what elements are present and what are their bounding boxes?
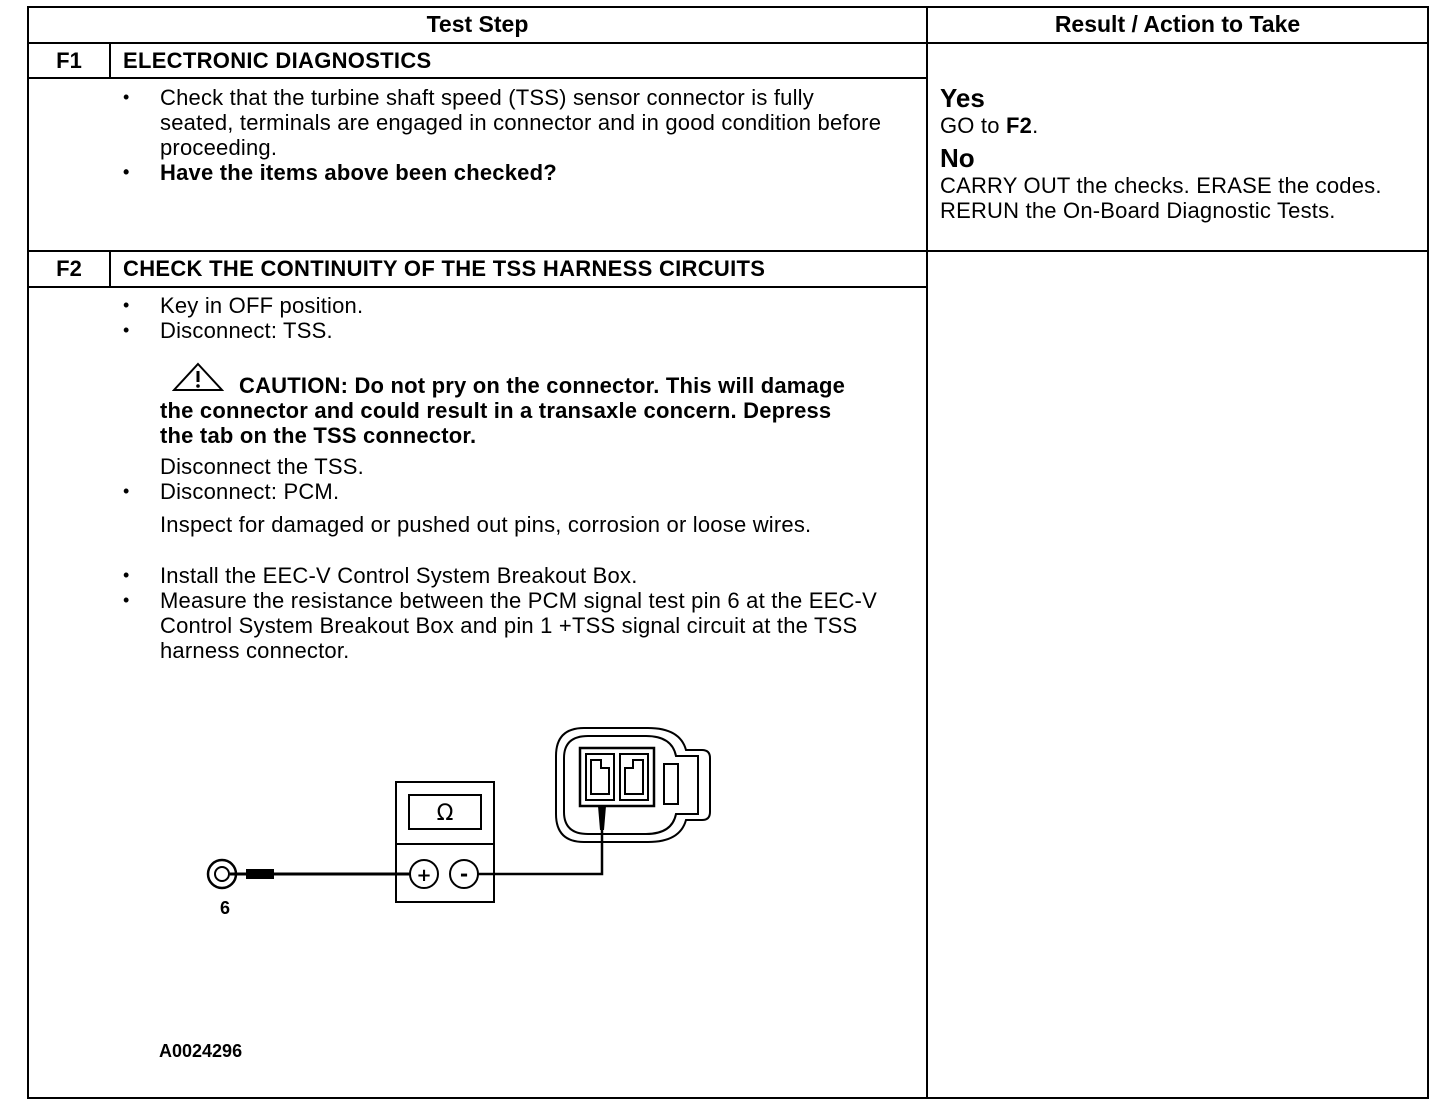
f2-disconnect-tss-note: Disconnect the TSS. xyxy=(160,454,364,479)
f1-id-divider xyxy=(109,42,111,79)
ohmmeter-connection-diagram xyxy=(190,720,750,950)
f2-bullet-disconnect-tss: • Disconnect: TSS. xyxy=(123,318,893,343)
step-divider xyxy=(27,250,1429,252)
step-title-f1: ELECTRONIC DIAGNOSTICS xyxy=(123,48,432,73)
step-id-f2: F2 xyxy=(56,256,82,281)
result-yes-target-link[interactable]: F2 xyxy=(1006,113,1033,138)
table-header-divider xyxy=(27,42,1429,44)
f2-id-divider xyxy=(109,250,111,288)
caution-text: CAUTION: Do not pry on the connector. This will damage the connector and could result in a transaxle concern. Depress the tab on the TSS connector. xyxy=(160,373,846,448)
table-bottom-border xyxy=(27,1097,1429,1099)
f2-bullet-disconnect-pcm: • Disconnect: PCM. xyxy=(123,479,893,504)
f2-title-divider xyxy=(27,286,928,288)
column-header-test-step: Test Step xyxy=(426,11,529,37)
step-title-f2: CHECK THE CONTINUITY OF THE TSS HARNESS CIRCUITS xyxy=(123,256,766,281)
f2-bullet-install-breakout-box: • Install the EEC-V Control System Breakout Box. xyxy=(123,563,893,588)
f1-instructions xyxy=(123,85,893,185)
f2-inspect-note: Inspect for damaged or pushed out pins, corrosion or loose wires. xyxy=(160,512,812,537)
step-id-f1: F1 xyxy=(56,48,82,73)
result-yes-prefix: GO to xyxy=(940,113,1006,138)
table-column-divider xyxy=(926,6,928,1099)
f2-bullet-measure-resistance: • Measure the resistance between the PCM signal test pin 6 at the EEC-V Control System Breakout Box and pin 1 +TSS signal circuit at the TSS harness connector. xyxy=(123,588,893,663)
result-no-label: No xyxy=(940,143,975,173)
f2-instructions-b xyxy=(123,479,893,504)
figure-id: A0024296 xyxy=(159,1041,243,1061)
f1-bullet-check-connector: • Check that the turbine shaft speed (TSS) sensor connector is fully seated, terminals are engaged in connector and in good condition before proceeding. xyxy=(123,85,893,160)
negative-terminal-label: - xyxy=(459,862,469,886)
f2-bullet-key-off: • Key in OFF position. xyxy=(123,293,893,318)
ohm-symbol: Ω xyxy=(436,801,454,826)
result-yes-label: Yes xyxy=(940,83,985,113)
result-no-action: CARRY OUT the checks. ERASE the codes. RERUN the On-Board Diagnostic Tests. xyxy=(940,173,1382,223)
table-left-border xyxy=(27,6,29,1099)
f1-title-divider xyxy=(27,77,928,79)
result-yes-action xyxy=(940,113,1415,138)
f2-instructions-a xyxy=(123,293,893,343)
f1-bullet-question: • Have the items above been checked? xyxy=(123,160,893,185)
result-yes-suffix: . xyxy=(1032,113,1039,138)
column-header-result-action: Result / Action to Take xyxy=(1054,11,1301,37)
pin-label-6: 6 xyxy=(219,898,231,918)
positive-terminal-label: + xyxy=(416,865,432,886)
caution-block xyxy=(160,362,850,448)
table-top-border xyxy=(27,6,1429,8)
f2-instructions-c xyxy=(123,563,893,663)
table-right-border xyxy=(1427,6,1429,1099)
warning-triangle-icon xyxy=(172,362,224,392)
f1-results xyxy=(940,83,1415,223)
